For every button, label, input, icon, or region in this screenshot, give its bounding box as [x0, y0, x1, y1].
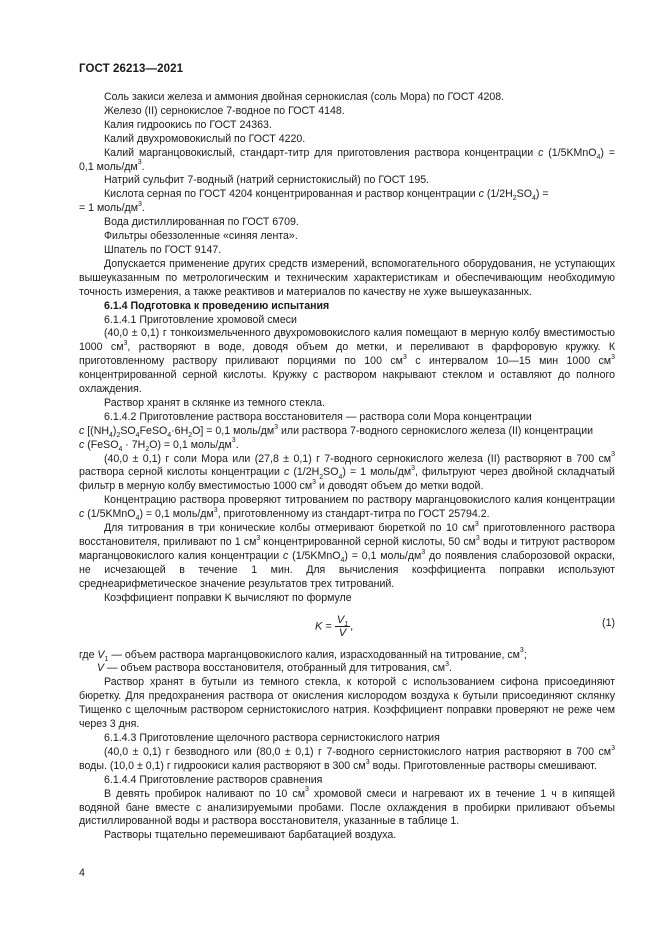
- page-number: 4: [79, 867, 85, 879]
- titration-paragraph: Для титрования в три конические колбы отмеривают бюреткой по 10 $см^3$ приготовленного раствора восстановителя, приливают по 1 $см^3$ концентрированной серной кислоты, 50 $см^3$ воды и титруют раствором марганцовокислого калия концентрации с (1/5KMnO$_4$) = 0,1 моль/$дм^3$ до появления слаборозовой окраски, не исчезающей в течение 1 мин. Для вычисления коэффициента поправки используют среднеарифметическое значение результатов трех титрований.: [79, 520, 615, 590]
- where-v-line: V — объем раствора восстановителя, отобранный для титрования, $см^3$.: [97, 661, 452, 675]
- where-v1-line: где $V_1$ — объем раствора марганцовокислого калия, израсходованный на титрование, $см^3$;: [79, 647, 527, 663]
- iron-sulfate-concentration-line: с (FeSO$_4$ · $7H_2O) = 0,1$ моль/$дм^3$.: [79, 437, 239, 453]
- subsection-heading-6-1-4-4: 6.1.4.4 Приготовление растворов сравнения: [104, 773, 323, 786]
- correction-coefficient-formula: [79, 608, 615, 645]
- reducer-concentration-line: с $[(NH_4)_2SO_4FeSO_4\cdot 6H_2O] = 0,1$ моль/$дм^3$ или раствора 7-водного сернокислого железа (II) концентрации: [79, 423, 594, 439]
- material-spatula: Шпатель по ГОСТ 9147.: [104, 243, 222, 256]
- material-iron-sulfate: Железо (II) сернокислое 7-водное по ГОСТ 4148.: [104, 104, 345, 117]
- chromic-mixture-paragraph: (40,0 ± 0,1) г тонкоизмельченного двухромовокислого калия помещают в мерную колбу вместимостью 1000 $см^3$, растворяют в воде, доводя объем до метки, и переливают в фарфоровую кружку. К приготовленному раствору приливают порциями по 100 $см^3$ с интервалом 10—15 мин 1000 $см^3$ концентрированной серной кислоты. Кружку с раствором накрывают стеклом и оставляют до полного охлаждения.: [79, 327, 615, 396]
- material-water: Вода дистиллированная по ГОСТ 6709.: [104, 216, 299, 229]
- material-potassium-dichromate: Калий двухромовокислый по ГОСТ 4220.: [104, 132, 306, 145]
- material-potassium-hydroxide: Калия гидроокись по ГОСТ 24363.: [104, 118, 272, 131]
- alkaline-sulfite-paragraph: (40,0 ± 0,1) г безводного или (80,0 ± 0,1) г 7-водного сернистокислого натрия растворяют в 700 $см^3$ воды. (10,0 ± 0,1) г гидроокиси калия растворяют в 300 $см^3$ воды. Приготовленные растворы смешивают.: [79, 744, 615, 772]
- allowance-paragraph: Допускается применение других средств измерений, вспомогательного оборудования, не уступающих вышеуказанным по метрологическим и техническим характеристикам и обеспечивающим необходимую точность измерения, а также реактивов и материалов по качеству не хуже вышеуказанных.: [79, 257, 615, 298]
- reference-solutions-paragraph: В девять пробирок наливают по 10 $см^3$ хромовой смеси и нагревают их в течение 1 ч в кипящей водяной бане вместе с анализируемыми пробами. После охлаждения в пробирки приливают объемы дистиллированной воды и раствора восстановителя, указанные в таблице 1.: [79, 786, 615, 828]
- subsection-heading-6-1-4-3: 6.1.4.3 Приготовление щелочного раствора сернистокислого натрия: [104, 731, 440, 744]
- material-mohr-salt: Соль закиси железа и аммония двойная сернокислая (соль Мора) по ГОСТ 4208.: [104, 91, 505, 103]
- material-filters: Фильтры обеззоленные «синяя лента».: [104, 230, 298, 243]
- reducer-preparation-paragraph: (40,0 ± 0,1) г соли Мора или (27,8 ± 0,1) г 7-водного сернокислого железа (II) растворяют в 700 $см^3$ раствора серной кислоты концентрации с $(1/2H_2SO_4) = 1$ моль/$дм^3$, фильтруют через двойной складчатый фильтр в мерную колбу вместимостью 1000 $см^3$ и доводят объем до метки водой.: [79, 451, 615, 493]
- document-body: [79, 91, 615, 843]
- formula-fraction: $\frac{V_1}{V}$: [336, 613, 349, 639]
- subsection-heading-6-1-4-1: 6.1.4.1 Приготовление хромовой смеси: [104, 313, 297, 326]
- mixing-paragraph: Растворы тщательно перемешивают барбатацией воздуха.: [104, 829, 397, 842]
- formula-intro: Коэффициент поправки K вычисляют по формуле: [104, 591, 352, 604]
- reducer-storage-paragraph: Раствор хранят в бутыли из темного стекла, к которой с использованием сифона присоединяют бюретку. Для предохранения раствора от окисления кислородом воздуха к бутыли присоединяют склянку Тищенко с щелочным раствором сернистокислого натрия. Коэффициент поправки проверяют не реже чем через 3 дня.: [79, 676, 615, 731]
- material-sulfite: Натрий сульфит 7-водный (натрий сернистокислый) по ГОСТ 195.: [104, 174, 430, 187]
- section-heading-6-1-4: 6.1.4 Подготовка к проведению испытания: [104, 299, 330, 312]
- formula-number: (1): [602, 616, 615, 629]
- material-sulfuric-acid: Кислота серная по ГОСТ 4204 концентрированная и раствор концентрации с $(1/2H_2SO_4)$ =: [104, 188, 549, 203]
- concentration-check-paragraph: Концентрацию раствора проверяют титрованием по раствору марганцовокислого калия концентрации с (1/5KMnO$_4$) = 0,1 моль/$дм^3$, приготовленному из стандарт-титра по ГОСТ 25794.2.: [79, 494, 615, 523]
- subsection-heading-6-1-4-2: 6.1.4.2 Приготовление раствора восстановителя — раствора соли Мора концентрации: [104, 410, 532, 423]
- material-sulfuric-acid-cont: = 1 моль/$дм^3$.: [79, 201, 145, 215]
- document-header: ГОСТ 26213—2021: [79, 63, 184, 75]
- chromic-storage-paragraph: Раствор хранят в склянке из темного стекла.: [104, 396, 325, 409]
- formula-expression: K = $\frac{V_1}{V}$ ,: [315, 613, 354, 639]
- material-kmno4: Калий марганцовокислый, стандарт-титр для приготовления раствора концентрации с (1/5KMnO$_4$) = 0,1 моль/$дм^3$.: [79, 146, 615, 173]
